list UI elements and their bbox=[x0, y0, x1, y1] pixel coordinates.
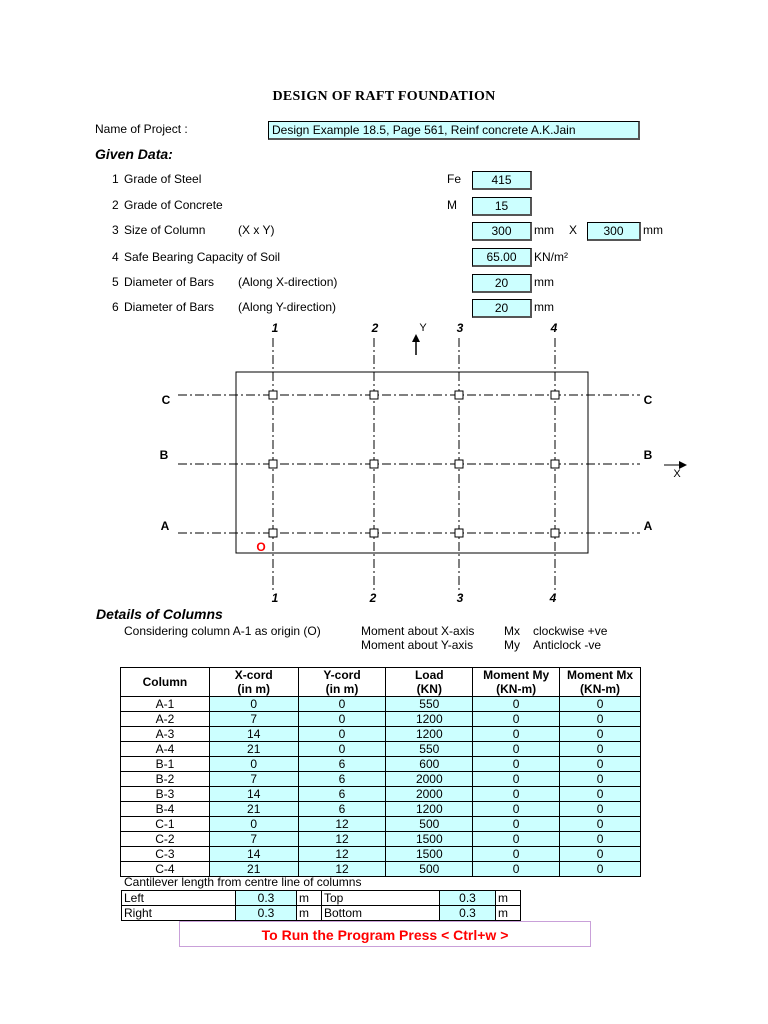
cell-y[interactable]: 12 bbox=[298, 817, 386, 832]
grid-label-right-a: A bbox=[643, 519, 653, 533]
cell-column-id: C-3 bbox=[121, 847, 210, 862]
header-column: Column bbox=[121, 668, 210, 697]
grid-label-right-c: C bbox=[643, 393, 653, 407]
cell-mx[interactable]: 0 bbox=[560, 727, 641, 742]
column-size-x-input[interactable]: 300 bbox=[472, 222, 532, 241]
bar-dia-x-input[interactable]: 20 bbox=[472, 274, 532, 293]
given-label-bar-x: Diameter of Bars bbox=[124, 275, 215, 289]
grid-label-bottom-2: 2 bbox=[369, 591, 377, 605]
column-b3 bbox=[455, 460, 463, 468]
cell-x[interactable]: 7 bbox=[209, 712, 298, 727]
cell-column-id: C-2 bbox=[121, 832, 210, 847]
cell-column-id: B-1 bbox=[121, 757, 210, 772]
given-num: 5 bbox=[112, 275, 119, 289]
cell-load[interactable]: 550 bbox=[386, 742, 473, 757]
cell-mx[interactable]: 0 bbox=[560, 832, 641, 847]
cell-y[interactable]: 0 bbox=[298, 712, 386, 727]
cant-label-right: Right bbox=[122, 906, 236, 921]
cell-my[interactable]: 0 bbox=[473, 862, 560, 877]
header-moment-mx: Moment Mx (KN-m) bbox=[560, 668, 641, 697]
cant-unit: m bbox=[496, 891, 521, 906]
given-num: 2 bbox=[112, 198, 119, 212]
my-label: Moment about Y-axis bbox=[361, 638, 474, 652]
cell-mx[interactable]: 0 bbox=[560, 742, 641, 757]
bar-dia-y-input[interactable]: 20 bbox=[472, 299, 532, 318]
cell-load[interactable]: 500 bbox=[386, 817, 473, 832]
grid-label-top-4: 4 bbox=[550, 321, 558, 335]
table-row bbox=[121, 712, 641, 727]
unit-mm: mm bbox=[643, 223, 663, 237]
cell-my[interactable]: 0 bbox=[473, 697, 560, 712]
sbc-input[interactable]: 65.00 bbox=[472, 248, 532, 267]
page-title: DESIGN OF RAFT FOUNDATION bbox=[272, 89, 496, 104]
cant-unit: m bbox=[297, 906, 322, 921]
cell-x[interactable]: 14 bbox=[209, 787, 298, 802]
column-a2 bbox=[370, 529, 378, 537]
unit-mm: mm bbox=[534, 275, 554, 289]
grid-label-right-b: B bbox=[643, 448, 653, 462]
grid-label-bottom-4: 4 bbox=[549, 591, 557, 605]
given-label-concrete: Grade of Concrete bbox=[124, 198, 223, 212]
table-row bbox=[122, 891, 521, 906]
y-axis-label: Y bbox=[419, 322, 427, 334]
grid-label-left-a: A bbox=[160, 519, 170, 533]
column-b2 bbox=[370, 460, 378, 468]
given-data-heading: Given Data: bbox=[95, 146, 173, 162]
given-qual-y: (Along Y-direction) bbox=[238, 300, 337, 314]
cell-column-id: A-3 bbox=[121, 727, 210, 742]
cell-my[interactable]: 0 bbox=[473, 742, 560, 757]
cell-mx[interactable]: 0 bbox=[560, 802, 641, 817]
column-c4 bbox=[551, 391, 559, 399]
cant-label-bottom: Bottom bbox=[322, 906, 440, 921]
header-load: Load (KN) bbox=[386, 668, 473, 697]
grid-label-left-c: C bbox=[161, 393, 171, 407]
cell-y[interactable]: 6 bbox=[298, 772, 386, 787]
cell-load[interactable]: 1200 bbox=[386, 802, 473, 817]
cell-mx[interactable]: 0 bbox=[560, 817, 641, 832]
cell-my[interactable]: 0 bbox=[473, 817, 560, 832]
cell-column-id: C-1 bbox=[121, 817, 210, 832]
cell-column-id: B-4 bbox=[121, 802, 210, 817]
cell-x[interactable]: 14 bbox=[209, 727, 298, 742]
given-num: 1 bbox=[112, 172, 119, 186]
cell-x[interactable]: 0 bbox=[209, 817, 298, 832]
y-arrow-head bbox=[412, 334, 420, 342]
column-b4 bbox=[551, 460, 559, 468]
table-row bbox=[121, 742, 641, 757]
cant-unit: m bbox=[496, 906, 521, 921]
cell-x[interactable]: 7 bbox=[209, 832, 298, 847]
given-label-sbc: Safe Bearing Capacity of Soil bbox=[124, 250, 281, 264]
cell-x[interactable]: 0 bbox=[209, 697, 298, 712]
cell-load[interactable]: 1500 bbox=[386, 832, 473, 847]
table-row bbox=[121, 697, 641, 712]
column-c2 bbox=[370, 391, 378, 399]
cell-mx[interactable]: 0 bbox=[560, 757, 641, 772]
cell-load[interactable]: 2000 bbox=[386, 772, 473, 787]
given-prefix-m: M bbox=[447, 198, 457, 212]
project-label: Name of Project : bbox=[95, 122, 188, 136]
cell-load[interactable]: 1500 bbox=[386, 847, 473, 862]
details-heading: Details of Columns bbox=[96, 606, 223, 622]
given-num: 3 bbox=[112, 223, 119, 237]
column-size-y-input[interactable]: 300 bbox=[587, 222, 641, 241]
cell-mx[interactable]: 0 bbox=[560, 847, 641, 862]
cantilever-heading: Cantilever length from centre line of columns bbox=[124, 875, 362, 889]
cell-load[interactable]: 1200 bbox=[386, 727, 473, 742]
cell-y[interactable]: 6 bbox=[298, 802, 386, 817]
steel-grade-input[interactable]: 415 bbox=[472, 171, 532, 190]
my-symbol: My bbox=[504, 638, 520, 652]
cell-my[interactable]: 0 bbox=[473, 757, 560, 772]
table-row bbox=[121, 802, 641, 817]
cell-my[interactable]: 0 bbox=[473, 727, 560, 742]
given-label-column-size: Size of Column bbox=[124, 223, 206, 237]
mx-label: Moment about X-axis bbox=[361, 624, 475, 638]
cell-y[interactable]: 0 bbox=[298, 697, 386, 712]
cell-x[interactable]: 21 bbox=[209, 802, 298, 817]
given-num: 6 bbox=[112, 300, 119, 314]
cell-my[interactable]: 0 bbox=[473, 712, 560, 727]
cant-unit: m bbox=[297, 891, 322, 906]
cell-mx[interactable]: 0 bbox=[560, 787, 641, 802]
column-a3 bbox=[455, 529, 463, 537]
cell-y[interactable]: 12 bbox=[298, 847, 386, 862]
table-row bbox=[121, 832, 641, 847]
cell-column-id: B-3 bbox=[121, 787, 210, 802]
cell-x[interactable]: 21 bbox=[209, 862, 298, 877]
column-b1 bbox=[269, 460, 277, 468]
table-row bbox=[122, 906, 521, 921]
origin-label: O bbox=[256, 540, 266, 554]
mx-symbol: Mx bbox=[504, 624, 520, 638]
table-row bbox=[121, 847, 641, 862]
cell-my[interactable]: 0 bbox=[473, 772, 560, 787]
table-row bbox=[121, 787, 641, 802]
run-program-button[interactable]: To Run the Program Press < Ctrl+w > bbox=[179, 921, 591, 947]
unit-mm: mm bbox=[534, 300, 554, 314]
header-x-cord: X-cord (in m) bbox=[209, 668, 298, 697]
mx-sign: clockwise +ve bbox=[533, 624, 608, 638]
cell-x[interactable]: 21 bbox=[209, 742, 298, 757]
given-label-steel: Grade of Steel bbox=[124, 172, 202, 186]
unit-mm: mm bbox=[534, 223, 554, 237]
header-y-cord: Y-cord (in m) bbox=[298, 668, 386, 697]
grid-label-top-1: 1 bbox=[271, 321, 279, 335]
cantilever-table bbox=[121, 890, 521, 921]
table-row bbox=[121, 772, 641, 787]
cell-column-id: A-1 bbox=[121, 697, 210, 712]
size-separator-x: X bbox=[569, 223, 578, 237]
cell-column-id: A-2 bbox=[121, 712, 210, 727]
cant-left-input[interactable]: 0.3 bbox=[236, 891, 297, 906]
cell-column-id: C-4 bbox=[121, 862, 210, 877]
column-a4 bbox=[551, 529, 559, 537]
given-qual-xy: (X x Y) bbox=[238, 223, 275, 237]
x-axis-label: X bbox=[673, 468, 681, 480]
origin-note: Considering column A-1 as origin (O) bbox=[124, 624, 321, 638]
cell-y[interactable]: 12 bbox=[298, 862, 386, 877]
cant-right-input[interactable]: 0.3 bbox=[236, 906, 297, 921]
cell-load[interactable]: 600 bbox=[386, 757, 473, 772]
project-name-field[interactable]: Design Example 18.5, Page 561, Reinf concrete A.K.Jain bbox=[268, 121, 640, 140]
cell-my[interactable]: 0 bbox=[473, 847, 560, 862]
given-qual-x: (Along X-direction) bbox=[238, 275, 338, 289]
cell-mx[interactable]: 0 bbox=[560, 772, 641, 787]
unit-kn-m2: KN/m² bbox=[534, 250, 568, 264]
column-c1 bbox=[269, 391, 277, 399]
cell-load[interactable]: 550 bbox=[386, 697, 473, 712]
given-prefix-fe: Fe bbox=[447, 172, 462, 186]
table-row bbox=[121, 757, 641, 772]
cant-bottom-input[interactable]: 0.3 bbox=[440, 906, 496, 921]
cell-x[interactable]: 7 bbox=[209, 772, 298, 787]
cell-my[interactable]: 0 bbox=[473, 787, 560, 802]
concrete-grade-input[interactable]: 15 bbox=[472, 197, 532, 216]
cell-y[interactable]: 12 bbox=[298, 832, 386, 847]
cell-my[interactable]: 0 bbox=[473, 832, 560, 847]
cell-mx[interactable]: 0 bbox=[560, 697, 641, 712]
cell-column-id: A-4 bbox=[121, 742, 210, 757]
cell-y[interactable]: 6 bbox=[298, 757, 386, 772]
header-moment-my: Moment My (KN-m) bbox=[473, 668, 560, 697]
column-a1 bbox=[269, 529, 277, 537]
column-c3 bbox=[455, 391, 463, 399]
table-row bbox=[121, 727, 641, 742]
cell-load[interactable]: 500 bbox=[386, 862, 473, 877]
cant-label-top: Top bbox=[322, 891, 440, 906]
my-sign: Anticlock -ve bbox=[533, 638, 602, 652]
cell-y[interactable]: 0 bbox=[298, 742, 386, 757]
cell-y[interactable]: 6 bbox=[298, 787, 386, 802]
columns-table bbox=[120, 667, 641, 877]
cant-top-input[interactable]: 0.3 bbox=[440, 891, 496, 906]
cell-y[interactable]: 0 bbox=[298, 727, 386, 742]
cell-x[interactable]: 0 bbox=[209, 757, 298, 772]
cant-label-left: Left bbox=[122, 891, 236, 906]
given-num: 4 bbox=[112, 250, 119, 264]
grid-label-left-b: B bbox=[159, 448, 169, 462]
cell-column-id: B-2 bbox=[121, 772, 210, 787]
cell-load[interactable]: 2000 bbox=[386, 787, 473, 802]
grid-label-top-2: 2 bbox=[371, 321, 379, 335]
cell-mx[interactable]: 0 bbox=[560, 862, 641, 877]
cell-x[interactable]: 14 bbox=[209, 847, 298, 862]
grid-label-bottom-1: 1 bbox=[271, 591, 279, 605]
grid-label-bottom-3: 3 bbox=[456, 591, 464, 605]
grid-label-top-3: 3 bbox=[456, 321, 464, 335]
table-row bbox=[121, 817, 641, 832]
raft-outline bbox=[236, 372, 588, 553]
cell-load[interactable]: 1200 bbox=[386, 712, 473, 727]
table-header-row bbox=[121, 668, 641, 697]
cell-my[interactable]: 0 bbox=[473, 802, 560, 817]
given-label-bar-y: Diameter of Bars bbox=[124, 300, 215, 314]
cell-mx[interactable]: 0 bbox=[560, 712, 641, 727]
